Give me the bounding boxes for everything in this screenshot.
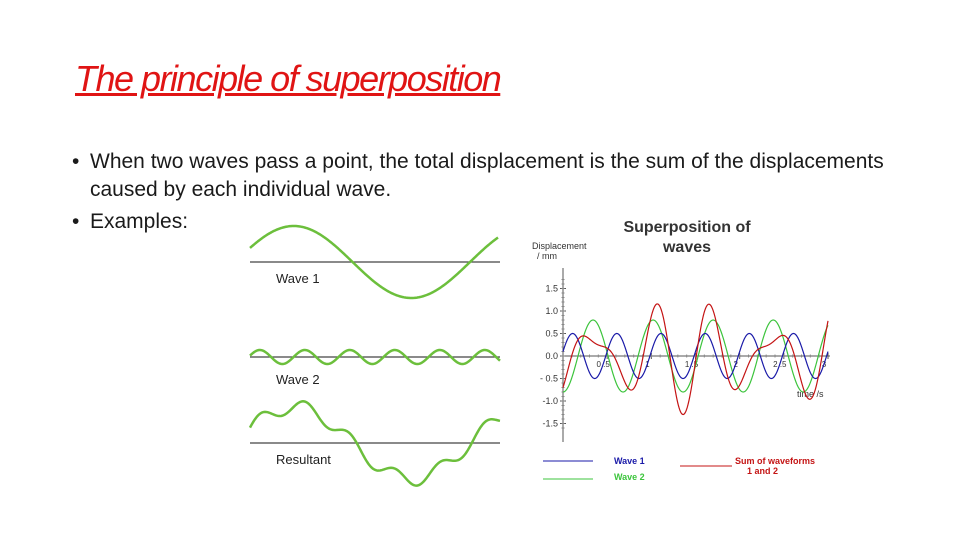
y-tick-label: 0.5 [545,328,558,339]
superposition-chart [532,219,830,482]
x-tick-label: 3 [821,360,827,369]
legend-sum-label-line1: Sum of waveforms [735,456,816,466]
y-tick-label: 1.5 [545,283,558,294]
bullet-text: When two waves pass a point, the total displacement is the sum of the displacements caused by each individual wave. [90,150,884,201]
wave1-label: Wave 1 [276,271,320,286]
y-axis-ticks [540,280,566,429]
legend-wave1-label: Wave 1 [614,456,645,466]
x-axis-label: time /s [797,389,824,399]
y-tick-label: -1.0 [542,396,558,406]
resultant-label: Resultant [276,452,331,467]
y-axis-label-line2: / mm [537,251,557,261]
y-axis-label-line1: Displacement [532,241,587,251]
x-tick-label: 0 .5 [596,360,610,369]
bullet-marker: • [72,210,80,233]
x-tick-label: 2 .5 [773,360,787,369]
x-tick-label: 1 .5 [684,360,699,369]
chart-legend [543,456,815,482]
wave-diagram [250,226,500,486]
chart-title-line2: waves [662,239,712,256]
bullet-text: Examples: [90,210,189,233]
chart-title-line1: Superposition of [623,219,751,236]
y-tick-label: 1.0 [545,306,558,316]
legend-sum-label-line2: 1 and 2 [747,466,779,476]
x-tick-label: 1 [645,360,650,369]
legend-wave2-label: Wave 2 [614,472,645,482]
y-tick-label: - 0.5 [539,373,558,384]
y-tick-label: 0.0 [545,351,558,361]
bullet-marker: • [72,150,80,173]
slide-title: The principle of superposition [75,58,501,99]
wave2-label: Wave 2 [276,372,320,387]
y-tick-label: -1.5 [542,418,558,429]
x-tick-label: 2 [733,360,738,369]
